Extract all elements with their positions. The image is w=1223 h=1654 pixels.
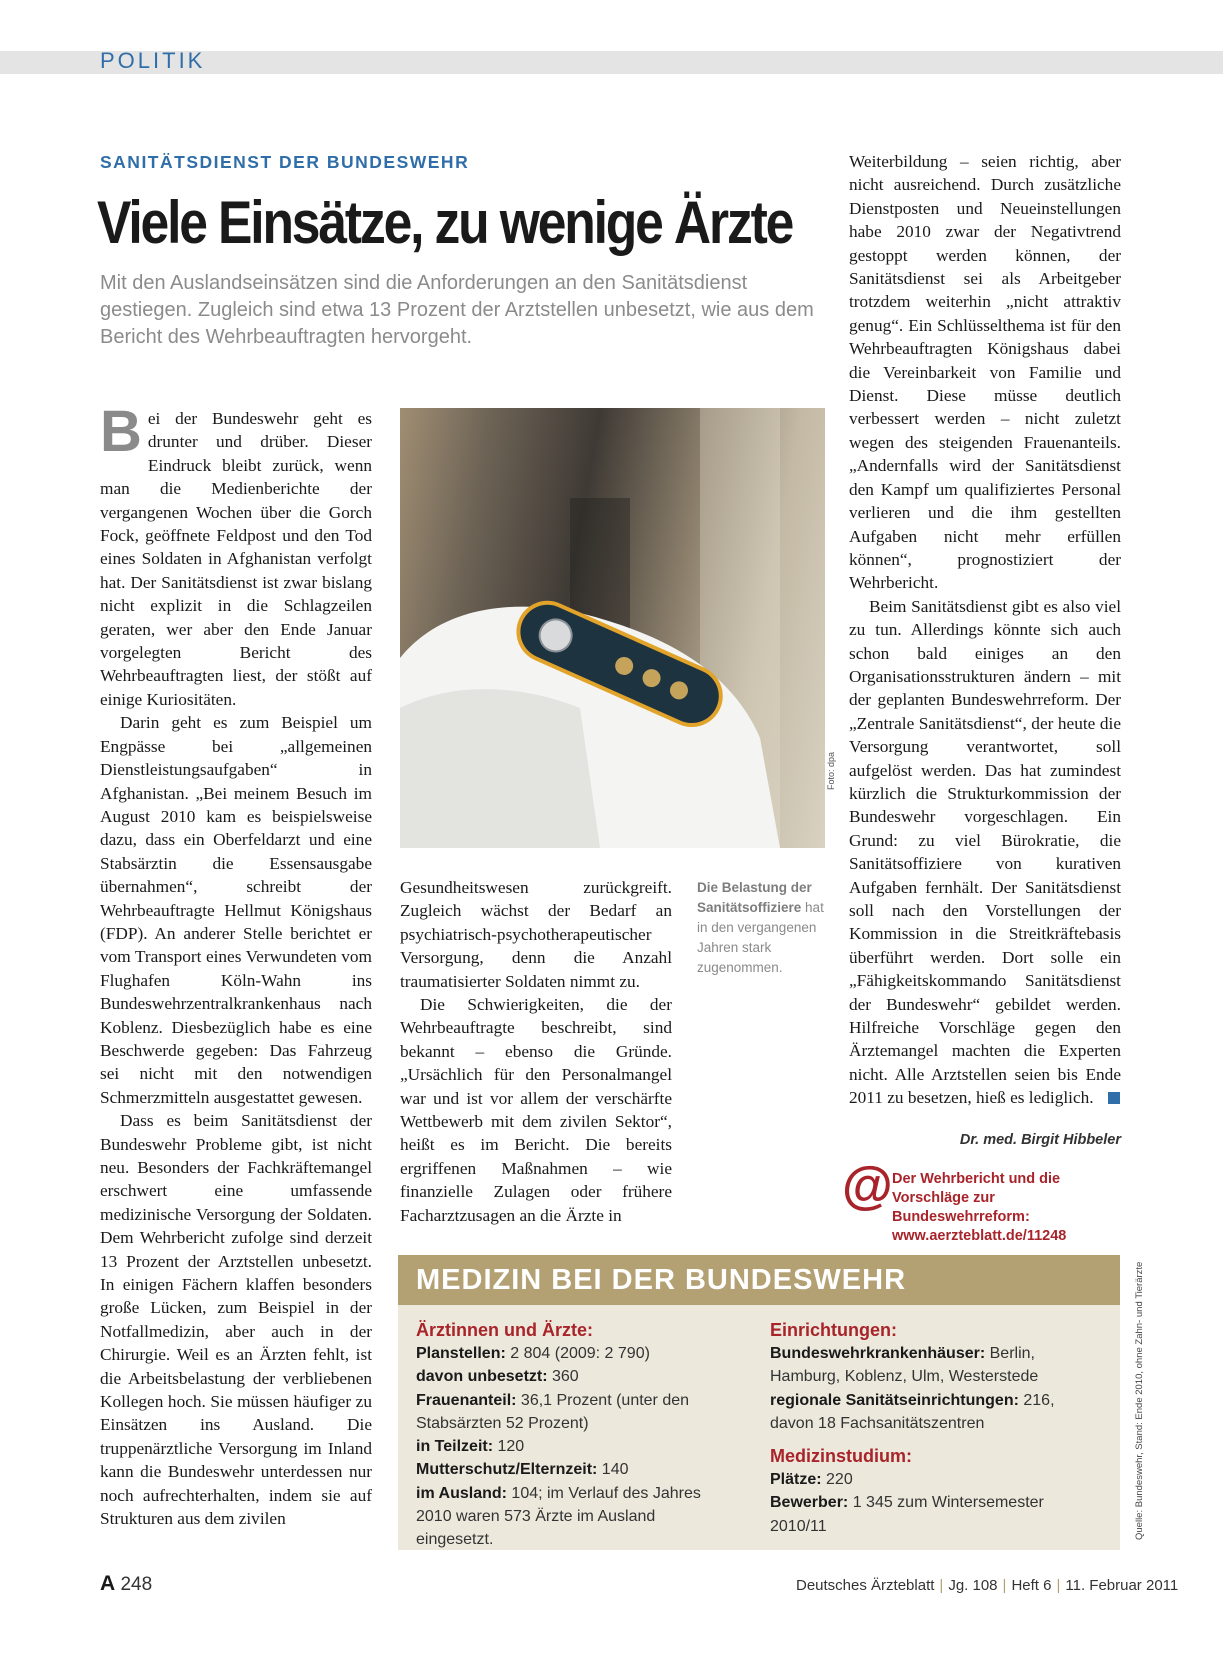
infobox-right-column (770, 1318, 1100, 1538)
item-value: 216, davon 18 Fachsanitätszentren (770, 1391, 1055, 1432)
infobox-item (416, 1365, 736, 1388)
item-label: in Teilzeit: (416, 1438, 494, 1456)
at-sign-icon: @ (842, 1157, 893, 1215)
paragraph: Dass es beim Sanitätsdienst der Bundeswehr Probleme gibt, ist nicht neu. Besonders der Fachkräftemangel erschwert eine umfassende medizinische Versorgung der Soldaten. Dem Wehrbericht zufolge sind derzeit 13 Prozent der Arztstellen unbesetzt. In einigen Fächern klaffen besonders große Lücken, zum Beispiel in der Notfallmedizin, aber auch in der Chirurgie. Weil es an Ärzten fehlt, ist die Arbeitsbelastung der verbliebenen Kollegen hoch. Sie müssen häufiger zu Einsätzen ins Ausland. Die truppenärztliche Versorgung im Inland kann die Bundeswehr unterdessen nur noch aufrechterhalten, indem sie auf Strukturen aus dem zivilen (100, 1111, 372, 1529)
article-kicker: SANITÄTSDIENST DER BUNDESWEHR (100, 152, 470, 172)
infobox-item (416, 1435, 736, 1458)
paragraph-text: Beim Sanitätsdienst gibt es also viel zu tun. Allerdings könnte sich auch schon bald einiges an den Organisationsstrukturen ändern – mit der geplanten Bundeswehrreform. Der „Zentrale Sanitätsdienst“, der heute die Versorgung verantwortet, soll aufgelöst werden. Das hat zumindest kürzlich die Strukturkommission der Bundeswehr vorgeschlagen. Ein Grund: zu viel Bürokratie, die Sanitätsoffiziere von kurativen Aufgaben fernhält. Der Sanitätsdienst soll nach den Vorstellungen der Kommission in die Streitkräftebasis überführt werden. Dort solle ein „Fähigkeitskommando Sanitätsdienst der Bundeswehr“ gebildet werden. Hilfreiche Vorschläge gegen den Ärztemangel machten die Experten nicht. Alle Arztstellen seien bis Ende 2011 zu besetzen, hieß es lediglich. (849, 596, 1121, 1108)
journal-volume: Jg. 108 (948, 1577, 998, 1594)
item-label: regionale Sanitätseinrichtungen: (770, 1391, 1019, 1409)
infobox-heading: Ärztinnen und Ärzte: (416, 1320, 593, 1340)
separator: | (1056, 1577, 1061, 1594)
journal-date: 11. Februar 2011 (1065, 1577, 1179, 1594)
paragraph: Gesundheitswesen zurückgreift. Zugleich wächst der Bedarf an psychiatrisch-psychotherapeutischer Versorgung, denn die Anzahl traumatisierter Soldaten nimmt zu. (400, 878, 672, 991)
infobox-item (770, 1468, 1100, 1491)
paragraph (100, 407, 372, 711)
infobox-source: Quelle: Bundeswehr, Stand: Ende 2010, ohne Zahn- und Tierärzte (1134, 1261, 1145, 1540)
item-label: Bundeswehrkrankenhäuser: (770, 1345, 986, 1362)
infobox-item (770, 1389, 1100, 1436)
item-value: 360 (547, 1368, 579, 1386)
item-value: 2 804 (2009: 2 790) (505, 1345, 650, 1362)
page-prefix: A (100, 1572, 116, 1595)
author-byline: Dr. med. Birgit Hibbeler (959, 1132, 1121, 1148)
infobox-title: MEDIZIN BEI DER BUNDESWEHR (416, 1264, 907, 1296)
journal-issue: Heft 6 (1011, 1577, 1052, 1594)
caption-text: hat in den vergangenen Jahren stark zugenommen. (697, 900, 824, 975)
item-value: 220 (821, 1471, 853, 1489)
article-photo (400, 408, 825, 848)
infobox-item (416, 1458, 736, 1481)
web-reference-link[interactable]: Der Wehrbericht und die Vorschläge zur Bundeswehrreform: www.aerzteblatt.de/11248 (892, 1171, 1067, 1244)
item-label: Bewerber: (770, 1494, 849, 1512)
journal-footer (796, 1577, 1179, 1594)
article-lede: Mit den Auslandseinsätzen sind die Anforderungen an den Sanitätsdienst gestiegen. Zugleich sind etwa 13 Prozent der Arztstellen unbesetzt, wie aus dem Bericht des Wehrbeauftragten hervorgeht. (100, 272, 814, 348)
item-value: 104; im Verlauf des Jahres 2010 waren 573 Ärzte im Ausland eingesetzt. (416, 1484, 701, 1549)
paragraph-text: ei der Bundeswehr geht es drunter und drüber. Dieser Eindruck bleibt zurück, wenn man die Medienberichte der vergangenen Wochen über die Gorch Fock, geöffnete Feldpost und den Tod eines Soldaten in Afghanistan verfolgt hat. Der Sanitätsdienst ist zwar bislang nicht explizit in die Schlagzeilen geraten, wer aber den Ende Januar vorgelegten Bericht des Wehrbeauftragten liest, der stößt auf einige Kuriositäten. (100, 409, 372, 709)
item-value: 36,1 Prozent (unter den Stabsärzten 52 Prozent) (416, 1391, 690, 1432)
paragraph: Darin geht es zum Beispiel um Engpässe bei „allgemeinen Dienstleistungsaufgaben“ in Afghanistan. „Bei meinem Besuch im August 2010 kam es beispielsweise dazu, dass ein Oberfeldarzt und eine Stabsärztin die Essensausgabe übernahmen“, schreibt der Wehrbeauftragte Hellmut Königshaus (FDP). An anderer Stelle berichtet er vom Transport eines Verwundeten vom Flughafen Köln-Wahn ins Bundeswehrzentralkrankenhaus nach Koblenz. Diesbezüglich habe es eine Beschwerde gegeben: Das Fahrzeug sei nicht mit den notwendigen Schmerzmitteln ausgestattet gewesen. (100, 713, 372, 1107)
uniform-epaulette-image (400, 408, 825, 848)
item-value: 140 (597, 1461, 629, 1479)
infobox-item (770, 1342, 1100, 1389)
page-number-value: 248 (120, 1574, 153, 1595)
item-label: Plätze: (770, 1471, 822, 1489)
infobox-item (416, 1342, 736, 1365)
separator: | (939, 1577, 944, 1594)
section-label: POLITIK (100, 48, 206, 73)
body-column-1 (100, 407, 372, 1557)
item-value: 120 (493, 1438, 525, 1456)
caption-bold: Die Belastung der Sanitätsoffiziere (697, 880, 812, 915)
paragraph: Die Schwierigkeiten, die der Wehrbeauftragte beschreibt, sind bekannt – ebenso die Gründe. „Ursächlich für den Personalmangel war und ist vor allem der verschärfte Wettbewerb mit dem zivilen Sektor“, heißt es im Bericht. Die bereits ergriffenen Maßnahmen – wie finanzielle Zulagen oder frühere Facharztzusagen an die Ärzte in (400, 995, 672, 1225)
infobox-left-column (416, 1318, 736, 1552)
paragraph (849, 595, 1121, 1110)
item-value: Berlin, Hamburg, Koblenz, Ulm, Westerstede (770, 1345, 1039, 1386)
page-number (100, 1572, 152, 1596)
infobox-item (770, 1491, 1100, 1538)
journal-name: Deutsches Ärzteblatt (796, 1577, 935, 1594)
item-label: davon unbesetzt: (416, 1368, 548, 1386)
item-label: Frauenanteil: (416, 1391, 517, 1409)
photo-credit: Foto: dpa (826, 751, 836, 790)
paragraph: Weiterbildung – seien richtig, aber nicht ausreichend. Durch zusätzliche Dienstposten und Neueinstellungen habe 2010 zwar der Negativtrend gestoppt werden können, der Sanitätsdienst sei als Arbeitgeber trotzdem weiterhin „nicht attraktiv genug“. Ein Schlüsselthema ist für den Wehrbeauftragten Königshaus dabei die Vereinbarkeit von Familie und Dienst. Diese müsse deutlich verbessert werden – nicht zuletzt wegen des steigenden Frauenanteils. „Andernfalls wird der Sanitätsdienst den Kampf um qualifiziertes Personal verlieren und die ihm gestellten Aufgaben nicht mehr erfüllen können“, prognostiziert der Wehrbericht. (849, 152, 1121, 593)
separator: | (1002, 1577, 1007, 1594)
body-column-3 (849, 150, 1121, 1150)
article-headline: Viele Einsätze, zu wenige Ärzte (97, 189, 793, 256)
end-mark-icon (1108, 1092, 1120, 1104)
item-value: 1 345 zum Wintersemester 2010/11 (770, 1494, 1044, 1535)
infobox-heading: Einrichtungen: (770, 1320, 897, 1340)
infobox-item (416, 1482, 736, 1552)
item-label: Mutterschutz/Elternzeit: (416, 1461, 598, 1479)
item-label: Planstellen: (416, 1345, 506, 1362)
infobox-item (416, 1389, 736, 1436)
photo-caption (697, 878, 832, 978)
drop-cap: B (100, 407, 142, 464)
body-column-2 (400, 876, 672, 1226)
infobox-heading: Medizinstudium: (770, 1446, 912, 1467)
item-label: im Ausland: (416, 1484, 507, 1502)
